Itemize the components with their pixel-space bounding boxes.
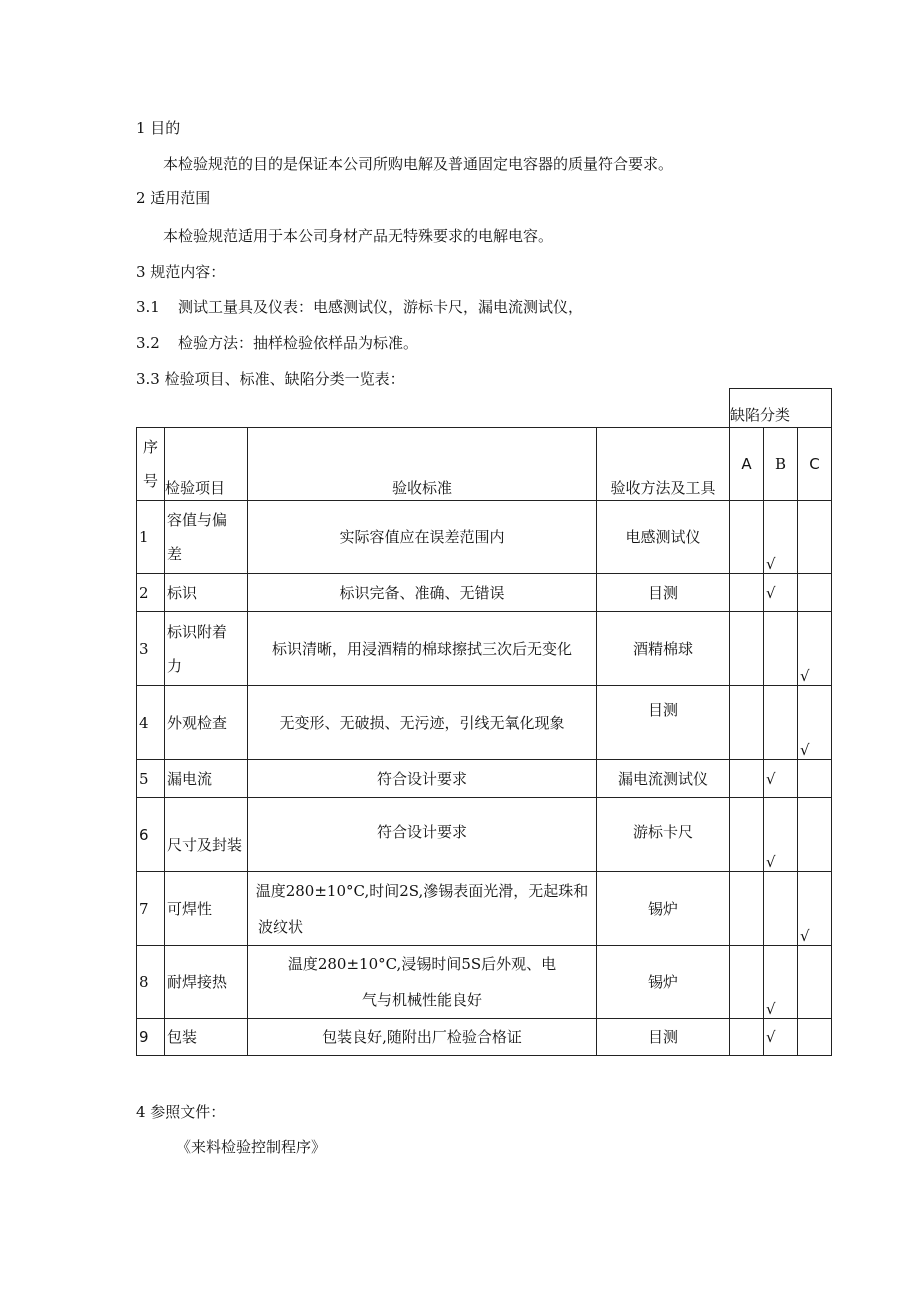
row-a [730, 501, 764, 574]
row-standard: 标识完备、准确、无错误 [248, 574, 597, 612]
row-a [730, 946, 764, 1019]
row-standard: 温度280±10°C,浸锡时间5S后外观、电 气与机械性能良好 [248, 946, 597, 1019]
row-c [798, 574, 832, 612]
row-c [798, 501, 832, 574]
row-standard: 包装良好,随附出厂检验合格证 [248, 1019, 597, 1056]
row-c: √ [798, 612, 832, 686]
row-standard: 无变形、无破损、无污迹，引线无氧化现象 [248, 686, 597, 760]
section-4-body: 《来料检验控制程序》 [176, 1138, 327, 1156]
header-b: B [764, 428, 798, 501]
row-c: √ [798, 872, 832, 946]
row-b: √ [764, 760, 798, 798]
section-1-body: 本检验规范的目的是保证本公司所购电解及普通固定电容器的质量符合要求。 [163, 155, 674, 173]
row-method: 电感测试仪 [597, 501, 730, 574]
row-standard: 符合设计要求 [248, 760, 597, 798]
section-3-1-number: 3.1 [136, 298, 160, 316]
header-a: A [730, 428, 764, 501]
row-item: 可焊性 [165, 872, 248, 946]
header-method: 验收方法及工具 [597, 428, 730, 501]
section-3-title: 3 规范内容： [136, 263, 226, 281]
row-method: 目测 [597, 1019, 730, 1056]
header-seq: 序 号 [137, 428, 165, 501]
header-standard: 验收标准 [248, 428, 597, 501]
section-3-2 [136, 333, 418, 353]
row-c [798, 798, 832, 872]
row-b [764, 872, 798, 946]
row-standard: 标识清晰，用浸酒精的棉球擦拭三次后无变化 [248, 612, 597, 686]
table-row [137, 612, 832, 686]
row-a [730, 872, 764, 946]
section-4-title: 4 参照文件： [136, 1103, 226, 1121]
row-b [764, 612, 798, 686]
row-method: 目测 [597, 686, 730, 760]
row-b: √ [764, 1019, 798, 1056]
inspection-table [136, 388, 832, 1056]
row-seq: 8 [137, 946, 165, 1019]
row-item: 尺寸及封装 [165, 798, 248, 872]
table-header-row [137, 428, 832, 501]
row-seq: 5 [137, 760, 165, 798]
row-b [764, 686, 798, 760]
table-defect-header-row [137, 389, 832, 428]
table-row [137, 1019, 832, 1056]
inspection-table-wrapper [136, 388, 831, 1057]
row-b: √ [764, 798, 798, 872]
section-1-title: 1 目的 [136, 119, 181, 137]
row-seq: 7 [137, 872, 165, 946]
section-3-2-number: 3.2 [136, 334, 160, 352]
row-item: 耐焊接热 [165, 946, 248, 1019]
row-seq: 3 [137, 612, 165, 686]
section-2-title: 2 适用范围 [136, 189, 211, 207]
section-3-1 [136, 297, 583, 317]
row-a [730, 1019, 764, 1056]
row-c: √ [798, 686, 832, 760]
table-row [137, 686, 832, 760]
row-item: 漏电流 [165, 760, 248, 798]
table-row [137, 760, 832, 798]
table-row [137, 946, 832, 1019]
row-method: 酒精棉球 [597, 612, 730, 686]
row-item: 标识附着 力 [165, 612, 248, 686]
row-b: √ [764, 574, 798, 612]
row-a [730, 798, 764, 872]
table-row [137, 798, 832, 872]
row-b: √ [764, 501, 798, 574]
section-3-1-text: 测试工量具及仪表：电感测试仪，游标卡尺，漏电流测试仪， [178, 298, 584, 316]
row-a [730, 760, 764, 798]
table-row [137, 574, 832, 612]
row-item: 标识 [165, 574, 248, 612]
row-method: 目测 [597, 574, 730, 612]
row-seq: 2 [137, 574, 165, 612]
row-method: 漏电流测试仪 [597, 760, 730, 798]
row-a [730, 686, 764, 760]
table-row [137, 501, 832, 574]
row-seq: 9 [137, 1019, 165, 1056]
row-item: 外观检查 [165, 686, 248, 760]
section-3-2-text: 检验方法：抽样检验依样品为标准。 [178, 334, 419, 352]
row-seq: 1 [137, 501, 165, 574]
row-a [730, 612, 764, 686]
row-method: 锡炉 [597, 946, 730, 1019]
row-seq: 6 [137, 798, 165, 872]
header-c: C [798, 428, 832, 501]
row-method: 游标卡尺 [597, 798, 730, 872]
defect-class-header: 缺陷分类 [730, 389, 832, 428]
row-method: 锡炉 [597, 872, 730, 946]
header-item: 检验项目 [165, 428, 248, 501]
section-2-body: 本检验规范适用于本公司身材产品无特殊要求的电解电容。 [163, 227, 554, 245]
row-item: 容值与偏 差 [165, 501, 248, 574]
row-item: 包装 [165, 1019, 248, 1056]
row-a [730, 574, 764, 612]
row-c [798, 760, 832, 798]
table-row [137, 872, 832, 946]
row-standard: 符合设计要求 [248, 798, 597, 872]
row-seq: 4 [137, 686, 165, 760]
row-b: √ [764, 946, 798, 1019]
row-c [798, 1019, 832, 1056]
section-3-3-title: 3.3 检验项目、标准、缺陷分类一览表： [136, 370, 405, 388]
row-standard: 温度280±10°C,时间2S,滲锡表面光滑，无起珠和 波纹状 [248, 872, 597, 946]
row-standard: 实际容值应在误差范围内 [248, 501, 597, 574]
row-c [798, 946, 832, 1019]
